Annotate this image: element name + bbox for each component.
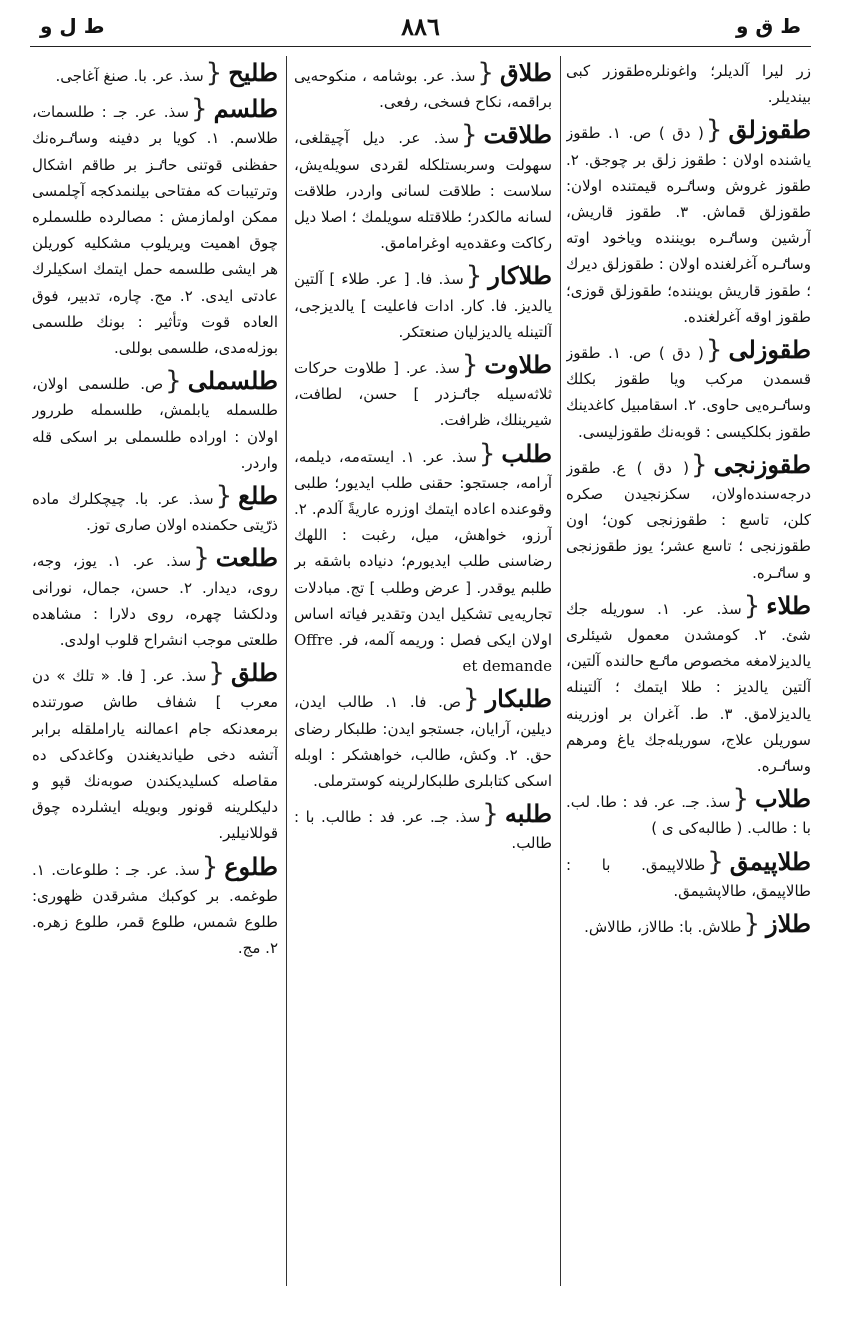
entry-definition: ( دق ) ص. ١. طقوز قسمدن مركب ويا طقوز بكلك وساٸرەيى حاوى. ٢. اسقامبيل كاغدينك طقوز بكلكيسى : قوبەنك طقوزليسى. <box>566 344 811 441</box>
dictionary-entry <box>32 481 278 538</box>
entry-definition: سذ. جـ. عر. فد : طالب. با : طالب. <box>294 808 552 853</box>
dictionary-entry <box>566 847 811 904</box>
brace-glyph: { <box>478 438 496 469</box>
column-left <box>32 58 278 1298</box>
entry-headword: طلبكار <box>485 684 552 714</box>
dictionary-entry <box>32 658 278 846</box>
entry-definition: سذ. عر. بوشامە ، منكوحەيى براقمە، نكاح فسخى، رفعى. <box>294 67 552 112</box>
brace-glyph: { <box>477 58 494 88</box>
dictionary-entry <box>294 439 552 680</box>
dictionary-entry <box>566 591 811 779</box>
entry-headword: طلب <box>501 438 552 468</box>
entry-headword: طلعت <box>215 543 278 573</box>
entry-definition: طلالاپيمق. با : طالاپيمق، طالاپشيمق. <box>566 855 811 900</box>
entry-headword: طلاز <box>765 909 811 939</box>
brace-glyph: { <box>482 799 499 830</box>
header-right-letters: ط ق و <box>735 14 801 38</box>
entry-headword: طلبه <box>504 799 552 829</box>
entry-definition: سذ. جـ. عر. فد : طا. لب. با : طالب. ( طالبەكى ى ) <box>566 793 811 838</box>
brace-glyph: { <box>461 350 479 381</box>
dictionary-entry <box>566 450 811 586</box>
dictionary-entry <box>294 799 552 856</box>
entry-headword: طلاب <box>754 784 811 814</box>
page-header <box>30 10 811 44</box>
dictionary-entry <box>566 784 811 841</box>
entry-definition: ( دق ) ع. طقوز درجەسندەاولان، سكزنجيدن صكرە كلن، تاسع : طقوزنجى كون؛ اون طقوزنجى ؛ تاسع عشر؛ يوز طقوزنجى و ساٸرە. <box>566 458 811 582</box>
entry-definition: سذ. عر. با. چيچكلرك مادە ذرّيتى حكمندە اولان صارى توز. <box>32 490 278 535</box>
entry-headword: طلاكار <box>488 261 552 291</box>
entry-headword: طقوزنجى <box>713 449 811 479</box>
column-middle <box>294 58 552 1298</box>
entry-headword: طلاء <box>766 590 811 620</box>
entry-headword: طلسملى <box>187 366 278 396</box>
brace-glyph: { <box>215 481 233 512</box>
dictionary-entry <box>32 852 278 962</box>
dictionary-entry <box>294 684 552 794</box>
dictionary-entry <box>566 909 811 940</box>
brace-glyph: { <box>691 449 708 480</box>
page-number: ٨٨٦ <box>401 12 440 41</box>
entry-definition: سذ. عر. ١. سوريلە جك شئ. ٢. كومشدن معمول شيئلرى يالديزلامغە مخصوص ماٸع حالندە آلتين، آلتين يالديز : طلا ايتمك ؛ آلتينلە يالديزلامق. ٣. ط. آغران بر اوزرينە سوريلن علاج، سوريلەجك ياغ ومرهم وساٸرە. <box>566 599 811 776</box>
entry-definition: سذ. عر. ١. ايستەمە، ديلمە، آرامە، جستجو: حقنى طلب ايديور؛ طلبى وقوعندە اعادە ايتمك اوزرە عاريةً آلدم. ٢. آرزو، خواهش، ميل، رغبت : اللهك رضاسنى طلب ايديورم؛ دنيادە باشقە بر طلبم يوقدر. [ عرض وطلب ] تج. مبادلات تجاريەيى تشكيل ايدن وتقدير فياتە اساس اولان ايكى فصل : وريمە آلمە، فر. <box>294 447 552 650</box>
brace-glyph: { <box>743 909 760 940</box>
column-right <box>566 58 811 1298</box>
brace-glyph: { <box>707 846 724 877</box>
brace-glyph: { <box>208 658 225 689</box>
brace-glyph: { <box>705 335 723 366</box>
column-divider-left <box>286 56 287 1286</box>
entry-headword: طلاقت <box>483 120 552 150</box>
header-rule <box>30 46 811 47</box>
entry-headword: طلوع <box>224 851 278 881</box>
dictionary-entry <box>566 335 811 445</box>
brace-glyph: { <box>732 784 749 815</box>
brace-glyph: { <box>465 261 483 292</box>
dictionary-entry <box>294 350 552 434</box>
entry-headword: طلاق <box>499 58 552 87</box>
dictionary-entry <box>294 58 552 115</box>
entry-definition: سذ. عر. [ طلاوت حركات ثلاثەسيلە جاٸزدر ] حسن، لطافت، شيرينلك، ظرافت. <box>294 359 552 430</box>
dictionary-entry <box>32 94 278 361</box>
brace-glyph: { <box>705 115 723 146</box>
entry-definition: طلاش. با: طالاز، طالاش. <box>584 918 742 937</box>
entry-definition: ( دق ) ص. ١. طقوز ياشندە اولان : طقوز زلق بر چوجق. ٢. طقوز غروش وساٸرە قيمتندە اولان: طقوزلق قماش. ٣. طقوز قاريش، آرشين وساٸرە بوينندە وياخود اوتە وساٸرە آغرلغندە اولان : طقوزلق ديرك ؛ طقوز قاريش بوينندە؛ طقوزلق قوزى؛ طقوز اوقە آغرلغندە. <box>566 124 811 326</box>
dictionary-entry <box>566 58 811 110</box>
brace-glyph: { <box>191 94 208 125</box>
dictionary-entry <box>32 366 278 476</box>
entry-definition: سذ. عر. جـ : طلوعات. ١. طوغمە. بر كوكبك مشرقدن ظهورى: طلوع شمس، طلوع قمر، طلوع زهرە. ٢. مج. <box>32 860 278 958</box>
entry-definition: سذ. عر. ديل آچيقلغى، سهولت وسربستلكلە لقردى سويلەيش، سلاست : طلاقت لسانى واردر، طلاقت لسانە مالكدر؛ طلاقتلە سويلمك ؛ اصلا ديل ركاكت وعقدەيە اوغرامامق. <box>294 129 552 253</box>
entry-headword: طلاوت <box>484 350 552 380</box>
dictionary-entry <box>294 120 552 256</box>
latin-gloss: Offre et demande <box>294 631 552 676</box>
entry-headword: طقوزلى <box>728 335 811 365</box>
dictionary-entry <box>294 261 552 345</box>
dictionary-entry <box>566 115 811 330</box>
entry-headword: طلسم <box>213 94 278 124</box>
entry-definition: سذ. عر. با. صنغ آغاجى. <box>55 67 204 85</box>
entry-definition: سذ. عر. [ فا. « تلك » دن معرب ] شفاف طاش صورتندە برمعدنكە جام اعمالنە ياراملقلە برابر آتشە دخى طيانديغندن وكاغدكى دە مقاصلە كسليديكندن صوبەنك قپو و دليكلرينە قونور وبويلە ايشلردە چوق قوللانيلير. <box>32 667 278 843</box>
header-left-letters: ط ل و <box>40 14 105 38</box>
entry-headword: طقوزلق <box>728 115 811 145</box>
entry-headword: طلع <box>238 481 278 511</box>
entry-definition: زر ليرا آلديلر؛ واغونلرەطقوزر كبى بينديلر. <box>566 62 811 107</box>
brace-glyph: { <box>463 684 480 715</box>
entry-definition: سذ. فا. [ عر. طلاء ] آلتين يالديز. فا. كار. ادات فاعليت ] يالديزجى، آلتينلە يالديزليان صنعتكر. <box>294 270 552 341</box>
brace-glyph: { <box>165 366 182 397</box>
entry-definition: ص. فا. ١. طالب ايدن، ديلين، آرايان، جستجو ايدن: طلبكار رضاى حق. ٢. وكش، طالب، خواهشكر : اوبلە اسكى كتابلرى طلبكارلرينە كوسترملى. <box>294 693 552 791</box>
brace-glyph: { <box>743 590 761 621</box>
entry-headword: طليح <box>228 58 278 87</box>
entry-headword: طلاپيمق <box>729 846 811 876</box>
column-divider-right <box>560 56 561 1286</box>
entry-headword: طلق <box>230 658 278 688</box>
brace-glyph: { <box>201 851 219 882</box>
entry-definition: سذ. عر. ١. يوز، وجە، روى، ديدار. ٢. حسن، جمال، نورانى ودلكشا چهرە، روى دلارا : مشاهدە طلعتى موجب انشراح قلوب اولدى. <box>32 552 278 650</box>
brace-glyph: { <box>205 58 223 88</box>
brace-glyph: { <box>460 120 478 151</box>
dictionary-entry <box>32 543 278 653</box>
entry-definition: ص. طلسمى اولان، طلسملە يابلمش، طلسملە طررور اولان : اورادە طلسملى بر اسكى قلە واردر. <box>32 375 278 472</box>
dictionary-entry <box>32 58 278 89</box>
brace-glyph: { <box>193 543 210 574</box>
entry-definition: سذ. عر. جـ : طلسمات، طلاسم. ١. كويا بر دفينە وساٸرەنك حفظنى قوتنى حاٸز بر طاقم اشكال وترتيبات كە مفتاحى بيلنمدكجە آچلمسى ممكن اولمازمش : مصالردە طلسملرە چوق اهميت ويريلوب مشكليە كوريلن هر ايشى طلسمە حمل ايتمك اسكيلرك عادتى ايدى. ٢. مج. چارە، تدبير، فوق العادە قوت وتأثير : بونك طلسمى بوزلەمدى، طلسمى بوللى. <box>32 103 278 358</box>
